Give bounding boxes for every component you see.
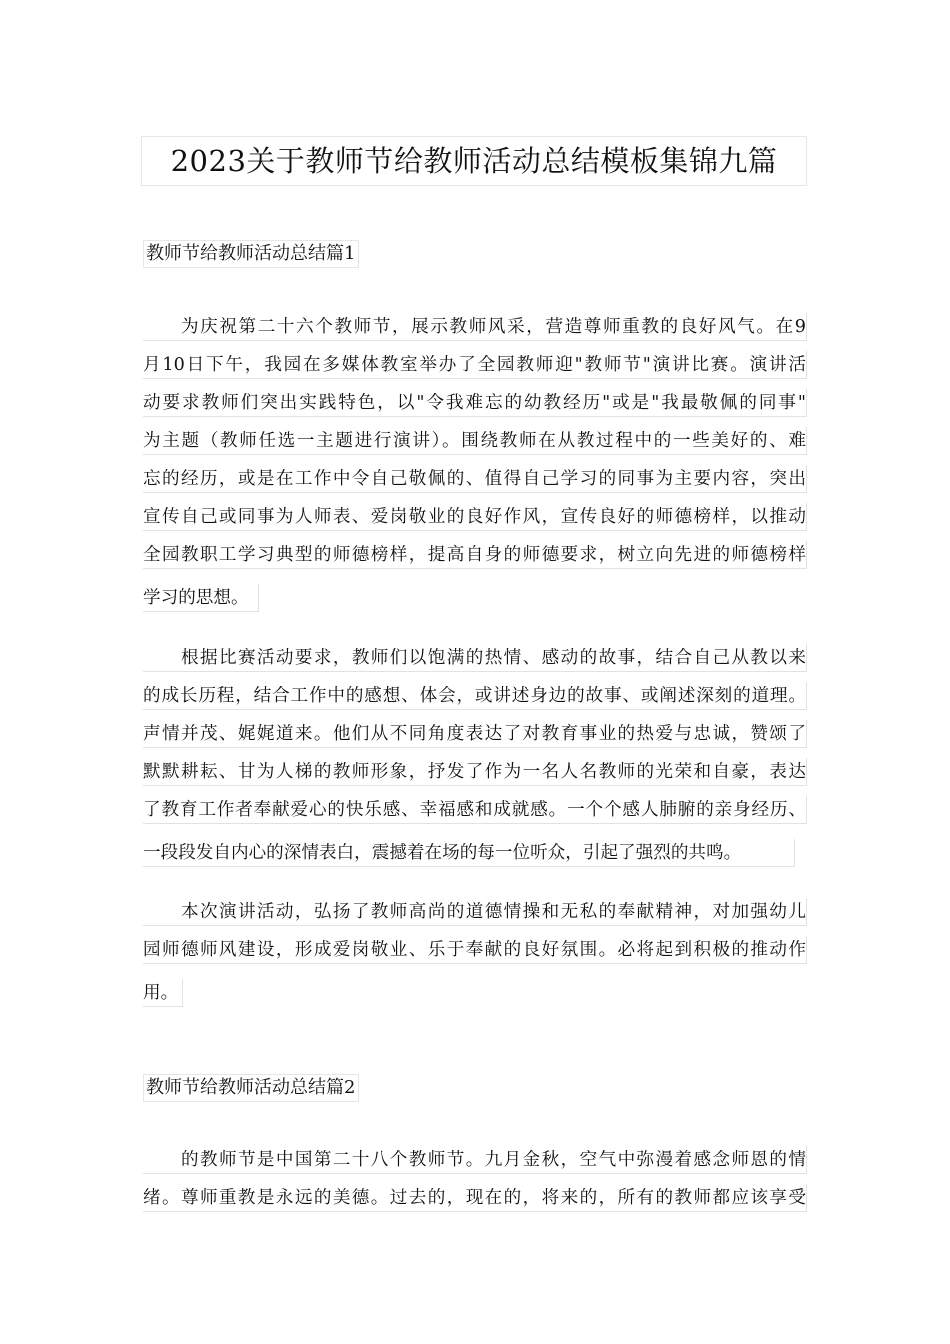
- text-line: 忘的经历，或是在工作中令自己敬佩的、值得自己学习的同事为主要内容，突出: [143, 465, 807, 493]
- text-line: 一段段发自内心的深情表白，震撼着在场的每一位听众，引起了强烈的共鸣。: [143, 839, 795, 867]
- text-line: 默默耕耘、甘为人梯的教师形象，抒发了作为一名人名教师的光荣和自豪，表达: [143, 758, 807, 786]
- document-title: 2023关于教师节给教师活动总结模板集锦九篇: [141, 136, 807, 186]
- text-line: 了教育工作者奉献爱心的快乐感、幸福感和成就感。一个个感人肺腑的亲身经历、: [143, 796, 807, 824]
- text-line: 为庆祝第二十六个教师节，展示教师风采，营造尊师重教的良好风气。在9: [143, 313, 807, 341]
- text-line: 为主题（教师任选一主题进行演讲）。围绕教师在从教过程中的一些美好的、难: [143, 427, 807, 455]
- text-line: 宣传自己或同事为人师表、爱岗敬业的良好作风，宣传良好的师德榜样，以推动: [143, 503, 807, 531]
- text-line: 的教师节是中国第二十八个教师节。九月金秋，空气中弥漫着感念师恩的情: [143, 1146, 807, 1174]
- text-line: 学习的思想。: [143, 584, 259, 612]
- section-heading-1: 教师节给教师活动总结篇1: [143, 240, 359, 268]
- text-line: 根据比赛活动要求，教师们以饱满的热情、感动的故事，结合自己从教以来: [143, 644, 807, 672]
- text-line: 绪。尊师重教是永远的美德。过去的，现在的，将来的，所有的教师都应该享受: [143, 1184, 807, 1212]
- text-line: 月10日下午，我园在多媒体教室举办了全园教师迎"教师节"演讲比赛。演讲活: [143, 351, 807, 379]
- text-line: 园师德师风建设，形成爱岗敬业、乐于奉献的良好氛围。必将起到积极的推动作: [143, 936, 807, 964]
- text-line: 声情并茂、娓娓道来。他们从不同角度表达了对教育事业的热爱与忠诚，赞颂了: [143, 720, 807, 748]
- text-line: 本次演讲活动，弘扬了教师高尚的道德情操和无私的奉献精神，对加强幼儿: [143, 898, 807, 926]
- text-line: 动要求教师们突出实践特色，以"令我难忘的幼教经历"或是"我最敬佩的同事": [143, 389, 807, 417]
- text-line: 的成长历程，结合工作中的感想、体会，或讲述身边的故事、或阐述深刻的道理。: [143, 682, 807, 710]
- text-line: 全园教职工学习典型的师德榜样，提高自身的师德要求，树立向先进的师德榜样: [143, 541, 807, 569]
- section-heading-2: 教师节给教师活动总结篇2: [143, 1074, 359, 1102]
- text-line: 用。: [143, 979, 183, 1007]
